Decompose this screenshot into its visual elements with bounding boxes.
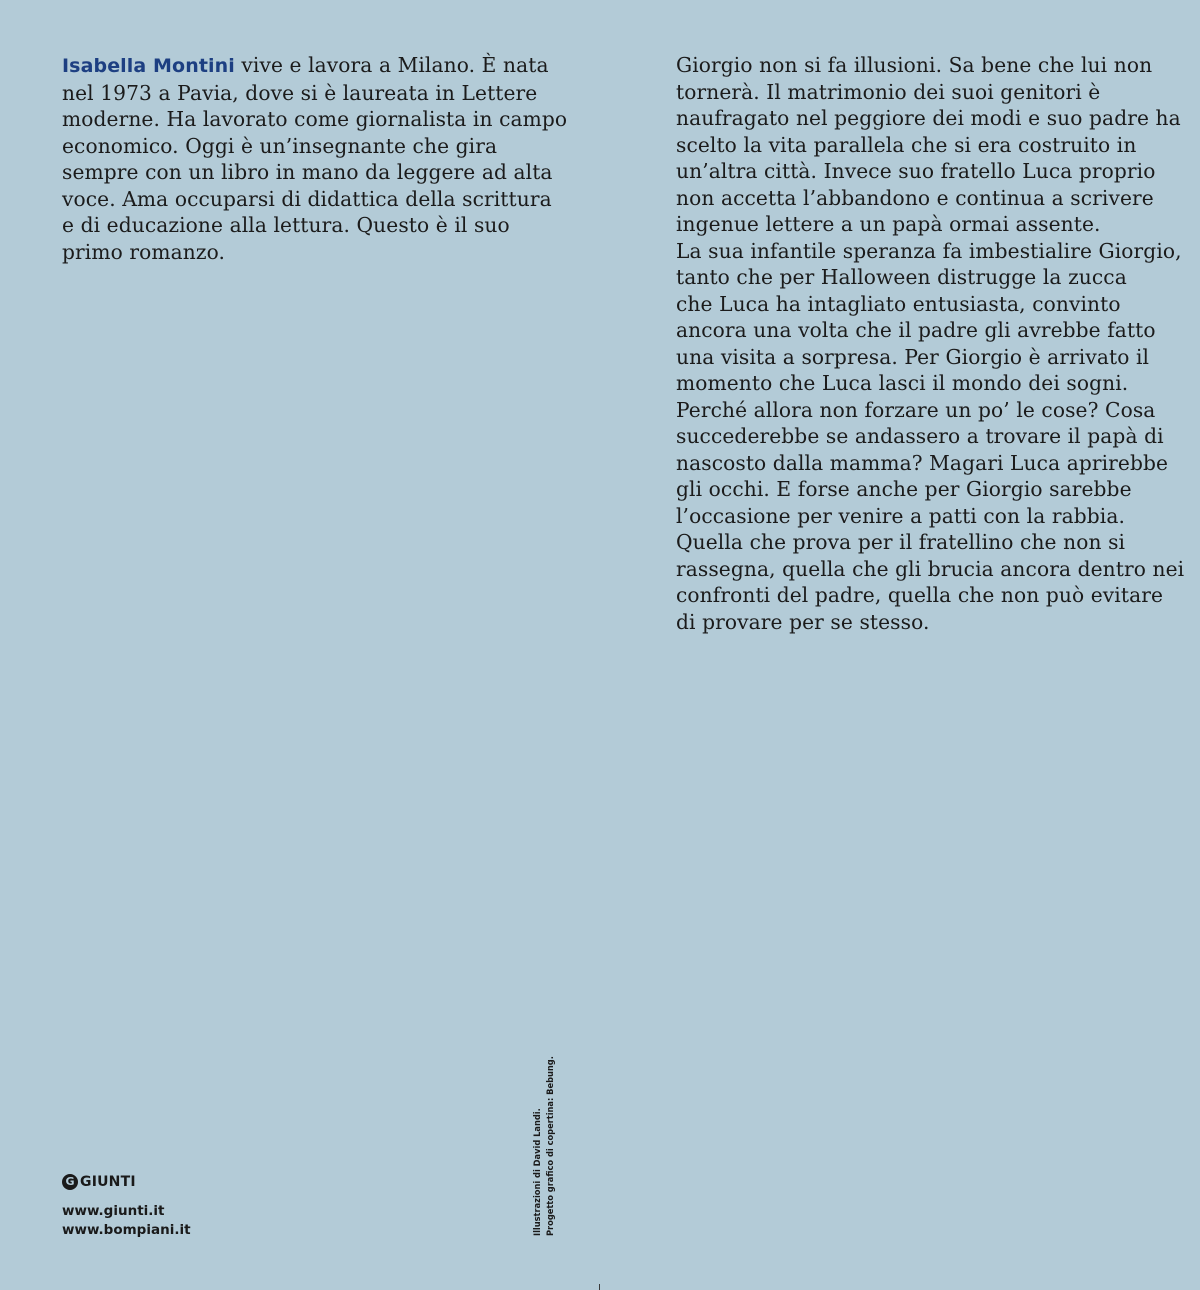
author-bio-line: sempre con un libro in mano da leggere ad alta bbox=[62, 160, 553, 184]
synopsis bbox=[676, 52, 1185, 635]
synopsis-line: La sua infantile speranza fa imbestialire Giorgio, bbox=[676, 238, 1182, 263]
synopsis-line: ingenue lettere a un papà ormai assente. bbox=[676, 212, 1101, 236]
author-bio-line: voce. Ama occuparsi di didattica della scrittura bbox=[62, 186, 552, 211]
giunti-logo-icon: G bbox=[62, 1174, 78, 1190]
synopsis-line: gli occhi. E forse anche per Giorgio sarebbe bbox=[676, 477, 1132, 501]
synopsis-line: l’occasione per venire a patti con la rabbia. bbox=[676, 503, 1126, 528]
publisher-url-bompiani[interactable]: www.bompiani.it bbox=[62, 1222, 191, 1238]
synopsis-line: Giorgio non si fa illusioni. Sa bene che lui non bbox=[676, 53, 1153, 77]
author-bio-line: moderne. Ha lavorato come giornalista in campo bbox=[62, 107, 568, 131]
author-bio-line: nel 1973 a Pavia, dove si è laureata in Lettere bbox=[62, 80, 538, 105]
author-bio-line-1: Isabella Montini vive e lavora a Milano. È nata bbox=[62, 53, 549, 77]
synopsis-line: tanto che per Halloween distrugge la zucca bbox=[676, 265, 1127, 289]
synopsis-line: confronti del padre, quella che non può evitare bbox=[676, 583, 1164, 607]
synopsis-line: rassegna, quella che gli brucia ancora dentro nei bbox=[676, 556, 1185, 581]
center-crop-mark bbox=[599, 1284, 600, 1290]
synopsis-line: di provare per se stesso. bbox=[676, 609, 930, 634]
publisher-logo bbox=[62, 1172, 191, 1192]
publisher-url-giunti[interactable]: www.giunti.it bbox=[62, 1203, 165, 1219]
synopsis-line: non accetta l’abbandono e continua a scrivere bbox=[676, 185, 1154, 210]
synopsis-line: scelto la vita parallela che si era costruito in bbox=[676, 132, 1137, 157]
publisher-logo-text: GIUNTI bbox=[80, 1174, 136, 1190]
author-bio-line: economico. Oggi è un’insegnante che gira bbox=[62, 133, 498, 158]
synopsis-line: naufragato nel peggiore dei modi e suo padre ha bbox=[676, 106, 1181, 130]
author-bio bbox=[62, 52, 568, 265]
synopsis-line: momento che Luca lasci il mondo dei sogni. bbox=[676, 371, 1129, 395]
cover-credits bbox=[531, 1056, 557, 1236]
synopsis-line: che Luca ha intagliato entusiasta, convinto bbox=[676, 291, 1121, 316]
author-bio-line: primo romanzo. bbox=[62, 239, 225, 264]
synopsis-line: ancora una volta che il padre gli avrebbe fatto bbox=[676, 318, 1156, 342]
synopsis-line: un’altra città. Invece suo fratello Luca proprio bbox=[676, 159, 1156, 183]
synopsis-line: Quella che prova per il fratellino che non si bbox=[676, 530, 1126, 554]
author-name: Isabella Montini bbox=[62, 55, 235, 77]
author-bio-line: e di educazione alla lettura. Questo è il suo bbox=[62, 213, 510, 237]
publisher-block bbox=[62, 1172, 191, 1240]
synopsis-line: succederebbe se andassero a trovare il papà di bbox=[676, 424, 1164, 448]
cover-design-credit: Progetto grafico di copertina: Bebung. bbox=[545, 1056, 556, 1236]
illustration-credit: Illustrazioni di David Landi. bbox=[532, 1108, 543, 1236]
synopsis-line: tornerà. Il matrimonio dei suoi genitori è bbox=[676, 79, 1101, 104]
synopsis-line: Perché allora non forzare un po’ le cose? Cosa bbox=[676, 397, 1156, 422]
synopsis-line: una visita a sorpresa. Per Giorgio è arrivato il bbox=[676, 344, 1150, 369]
synopsis-line: nascosto dalla mamma? Magari Luca aprirebbe bbox=[676, 450, 1169, 475]
